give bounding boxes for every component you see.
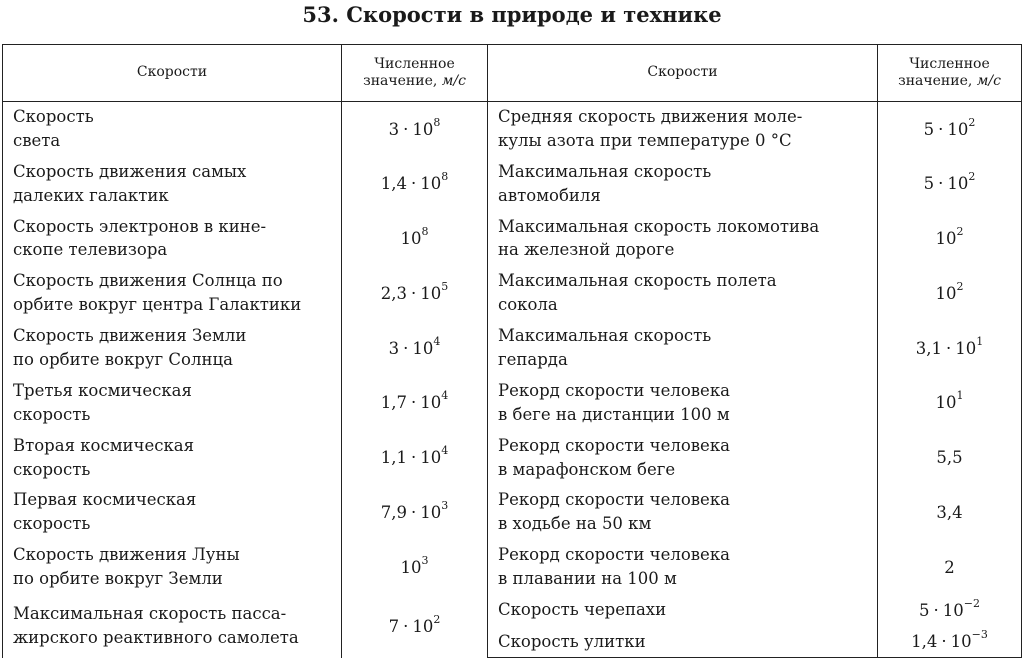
speed-description xyxy=(488,540,878,595)
description-line: Скорость электронов в кине- xyxy=(13,216,267,236)
description-line: автомобиля xyxy=(498,185,601,205)
header-speeds-left: Скорости xyxy=(3,45,342,102)
description-line: скопе телевизора xyxy=(13,240,168,260)
value-mantissa: 1,7 xyxy=(380,393,407,413)
description-line: Скорость xyxy=(13,107,94,127)
value-number: 2 xyxy=(944,557,955,577)
description-line: сокола xyxy=(498,295,558,315)
speed-description xyxy=(488,321,878,376)
speed-description xyxy=(488,102,878,157)
value-base: 10 xyxy=(420,283,442,303)
speed-value xyxy=(878,430,1022,485)
description-line: Скорость движения Луны xyxy=(13,545,240,565)
description-line: Скорость движения самых xyxy=(13,161,247,181)
description-line: по орбите вокруг Земли xyxy=(13,569,223,589)
table-row xyxy=(3,102,1022,157)
speed-description xyxy=(3,540,342,595)
multiply-dot: · xyxy=(938,119,944,139)
value-exponent: 8 xyxy=(433,115,441,129)
multiply-dot: · xyxy=(403,119,409,139)
value-mantissa: 1,4 xyxy=(911,631,938,651)
speed-value xyxy=(878,375,1022,430)
speed-description xyxy=(3,321,342,376)
header-row xyxy=(3,45,1022,102)
description-line: далеких галактик xyxy=(13,185,169,205)
description-line: в марафонском беге xyxy=(498,459,676,479)
multiply-dot: · xyxy=(946,338,952,358)
value-mantissa: 3 xyxy=(388,338,400,358)
table-row xyxy=(3,485,1022,540)
speed-value xyxy=(878,540,1022,595)
multiply-dot: · xyxy=(938,174,944,194)
speeds-table xyxy=(2,44,1022,658)
value-base: 10 xyxy=(955,338,977,358)
value-base: 10 xyxy=(420,393,442,413)
value-base: 10 xyxy=(412,119,434,139)
table-row xyxy=(3,266,1022,321)
value-base: 10 xyxy=(420,502,442,522)
value-base: 10 xyxy=(412,616,434,636)
speed-description xyxy=(488,485,878,540)
description-line: Максимальная скорость xyxy=(498,161,712,181)
description-line: орбите вокруг центра Галактики xyxy=(13,295,302,315)
multiply-dot: · xyxy=(403,338,409,358)
description-line: скорость xyxy=(13,459,91,479)
speed-description xyxy=(3,102,342,157)
value-exponent: 1 xyxy=(956,389,964,403)
value-mantissa: 3 xyxy=(388,119,400,139)
description-line: Максимальная скорость xyxy=(498,326,712,346)
speed-value xyxy=(342,430,488,485)
value-number: 5,5 xyxy=(936,448,963,468)
value-mantissa: 5 xyxy=(923,119,935,139)
description-line: в плавании на 100 м xyxy=(498,569,677,589)
value-base: 10 xyxy=(947,174,969,194)
value-exponent: 8 xyxy=(421,224,429,238)
value-exponent: 1 xyxy=(976,334,984,348)
speed-value xyxy=(878,156,1022,211)
description-line: в беге на дистанции 100 м xyxy=(498,404,730,424)
description-line: Рекорд скорости человека xyxy=(498,380,730,400)
table-row xyxy=(3,211,1022,266)
description-line: Скорость движения Земли xyxy=(13,326,247,346)
description-line: по орбите вокруг Солнца xyxy=(13,350,233,370)
header-value-left: Численное значение, м/с xyxy=(342,45,488,102)
value-base: 10 xyxy=(947,119,969,139)
speed-value xyxy=(878,102,1022,157)
description-line: Средняя скорость движения моле- xyxy=(498,107,803,127)
description-line: в ходьбе на 50 км xyxy=(498,514,652,534)
speed-description xyxy=(3,156,342,211)
speed-value xyxy=(878,266,1022,321)
table-row xyxy=(3,375,1022,430)
speed-value xyxy=(342,211,488,266)
speed-description xyxy=(488,156,878,211)
description-line: на железной дороге xyxy=(498,240,675,260)
value-number: 3,4 xyxy=(936,502,963,522)
value-exponent: 2 xyxy=(956,224,964,238)
value-base: 10 xyxy=(420,174,442,194)
multiply-dot: · xyxy=(933,600,939,620)
value-base: 10 xyxy=(420,448,442,468)
value-exponent: 4 xyxy=(441,444,449,458)
speed-value xyxy=(342,375,488,430)
description-line: Скорость улитки xyxy=(498,631,646,651)
value-base: 10 xyxy=(400,228,422,248)
value-base: 10 xyxy=(412,338,434,358)
description-line: Максимальная скорость локомотива xyxy=(498,216,820,236)
description-line: Рекорд скорости человека xyxy=(498,545,730,565)
speed-description xyxy=(3,266,342,321)
value-mantissa: 5 xyxy=(923,174,935,194)
table-row xyxy=(3,540,1022,595)
value-base: 10 xyxy=(400,557,422,577)
header-value-right: Численное значение, м/с xyxy=(878,45,1022,102)
speed-description xyxy=(488,430,878,485)
description-line: Скорость движения Солнца по xyxy=(13,271,283,291)
speed-value xyxy=(878,211,1022,266)
description-line: Третья космическая xyxy=(13,380,192,400)
speed-description xyxy=(3,430,342,485)
value-exponent: 2 xyxy=(968,115,976,129)
value-exponent: −2 xyxy=(963,596,980,610)
speed-value xyxy=(878,626,1022,658)
value-exponent: 2 xyxy=(433,612,441,626)
speed-value xyxy=(878,321,1022,376)
value-exponent: 4 xyxy=(441,389,449,403)
table-row xyxy=(3,595,1022,626)
multiply-dot: · xyxy=(411,448,417,468)
speed-value xyxy=(342,540,488,595)
value-base: 10 xyxy=(950,631,972,651)
speed-value xyxy=(878,595,1022,626)
multiply-dot: · xyxy=(403,616,409,636)
speed-value xyxy=(342,595,488,658)
speed-description xyxy=(3,375,342,430)
speed-value xyxy=(342,266,488,321)
description-line: Максимальная скорость пасса- xyxy=(13,604,287,624)
value-exponent: −3 xyxy=(971,627,988,641)
description-line: Рекорд скорости человека xyxy=(498,435,730,455)
value-base: 10 xyxy=(935,393,957,413)
speed-value xyxy=(878,485,1022,540)
value-exponent: 4 xyxy=(433,334,441,348)
description-line: Первая космическая xyxy=(13,490,197,510)
description-line: Вторая космическая xyxy=(13,435,195,455)
speed-description xyxy=(488,626,878,658)
value-exponent: 8 xyxy=(441,170,449,184)
value-mantissa: 3,1 xyxy=(915,338,942,358)
header-speeds-right: Скорости xyxy=(488,45,878,102)
speed-description xyxy=(3,485,342,540)
description-line: скорость xyxy=(13,514,91,534)
multiply-dot: · xyxy=(941,631,947,651)
page-title: 53. Скорости в природе и технике xyxy=(302,2,722,27)
value-mantissa: 2,3 xyxy=(380,283,407,303)
multiply-dot: · xyxy=(411,283,417,303)
speed-description xyxy=(488,375,878,430)
speed-description xyxy=(488,266,878,321)
speed-value xyxy=(342,485,488,540)
value-base: 10 xyxy=(935,228,957,248)
multiply-dot: · xyxy=(411,502,417,522)
value-mantissa: 1,1 xyxy=(380,448,407,468)
value-mantissa: 7 xyxy=(388,616,400,636)
speed-description xyxy=(488,595,878,626)
value-exponent: 2 xyxy=(968,170,976,184)
description-line: кулы азота при температуре 0 °С xyxy=(498,131,792,151)
speed-value xyxy=(342,156,488,211)
description-line: Рекорд скорости человека xyxy=(498,490,730,510)
value-base: 10 xyxy=(935,283,957,303)
value-base: 10 xyxy=(942,600,964,620)
value-mantissa: 7,9 xyxy=(380,502,407,522)
speed-description xyxy=(488,211,878,266)
table-row xyxy=(3,156,1022,211)
value-mantissa: 5 xyxy=(919,600,930,620)
multiply-dot: · xyxy=(411,393,417,413)
multiply-dot: · xyxy=(411,174,417,194)
value-mantissa: 1,4 xyxy=(380,174,407,194)
description-line: жирского реактивного самолета xyxy=(13,628,299,648)
value-exponent: 3 xyxy=(421,553,429,567)
speed-value xyxy=(342,102,488,157)
description-line: Скорость черепахи xyxy=(498,600,667,620)
value-exponent: 3 xyxy=(441,498,449,512)
value-exponent: 5 xyxy=(441,279,449,293)
speed-description xyxy=(3,211,342,266)
value-exponent: 2 xyxy=(956,279,964,293)
description-line: света xyxy=(13,131,61,151)
speed-description xyxy=(3,595,342,658)
description-line: скорость xyxy=(13,404,91,424)
speed-value xyxy=(342,321,488,376)
description-line: Максимальная скорость полета xyxy=(498,271,777,291)
table-row xyxy=(3,430,1022,485)
description-line: гепарда xyxy=(498,350,568,370)
table-row xyxy=(3,321,1022,376)
